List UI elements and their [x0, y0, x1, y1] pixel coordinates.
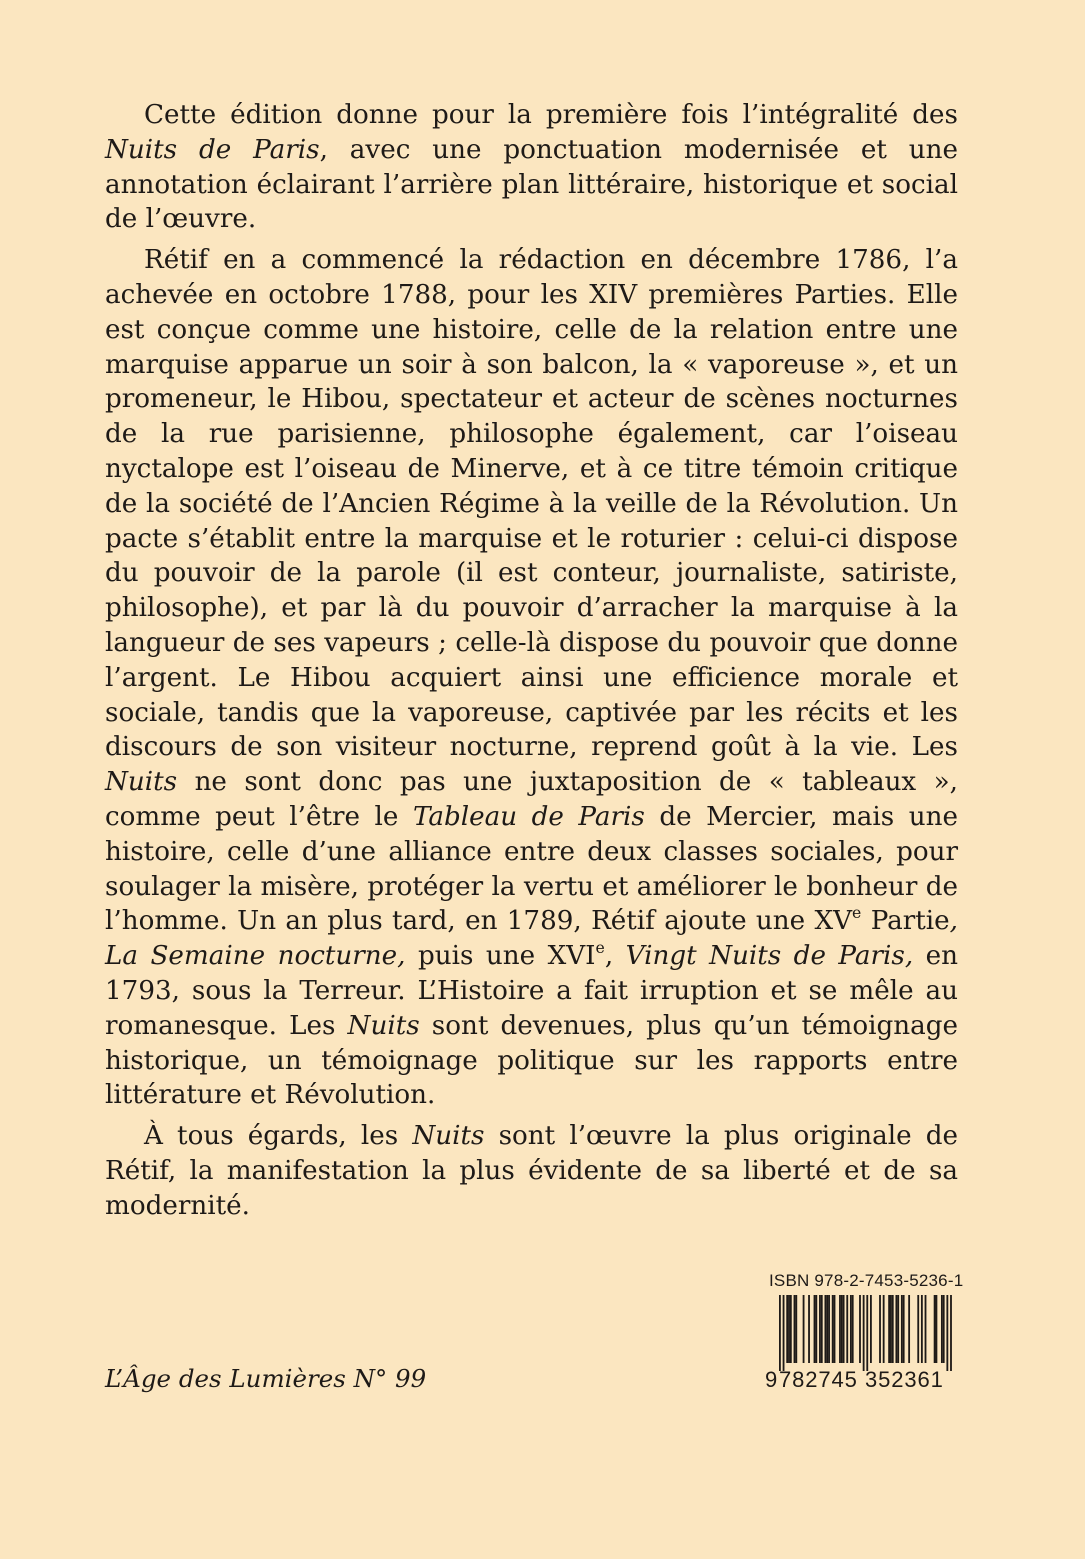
barcode-bar [895, 1295, 897, 1363]
barcode-bar [803, 1295, 805, 1363]
title-nuits-de-paris: Nuits de Paris [105, 134, 320, 165]
barcode-bar [779, 1295, 781, 1371]
barcode-bar [786, 1295, 788, 1363]
barcode-bar [826, 1295, 828, 1363]
title-semaine-nocturne: , La Semaine nocturne, [105, 906, 958, 972]
barcode-bar [936, 1295, 938, 1363]
isbn-label: ISBN 978-2-7453-5236-1 [769, 1271, 964, 1290]
barcode-bar [903, 1295, 905, 1363]
barcode-bar [814, 1295, 816, 1363]
title-tableau-de-paris: Tableau de Paris [412, 801, 645, 832]
barcode-bar [925, 1295, 927, 1363]
title-nuits: Nuits [412, 1121, 485, 1152]
barcode-bar [828, 1295, 830, 1363]
barcode-bar [934, 1295, 936, 1363]
barcode-bar [946, 1295, 948, 1371]
series-label: L’Âge des Lumières N° 99 [105, 1364, 427, 1393]
barcode-bar [850, 1295, 852, 1363]
barcode-bar [834, 1295, 836, 1363]
barcode-bar [901, 1295, 903, 1363]
barcode-bar [879, 1295, 881, 1363]
barcode-digit-first: 9 [765, 1367, 778, 1392]
barcode-bar [917, 1295, 919, 1363]
text-run: sont devenues, plus qu’un témoignage historique, un témoignage politique sur les rapports entre littérature et Révolution. [105, 1010, 959, 1111]
blurb-text [105, 98, 958, 1230]
isbn-barcode [765, 1271, 964, 1393]
title-nuits: Nuits [347, 1010, 420, 1041]
text-run: puis une XVI [405, 941, 596, 972]
barcode-bar [795, 1295, 797, 1363]
barcode-bar [788, 1295, 790, 1363]
barcode-bar [883, 1295, 885, 1363]
barcode-bar [832, 1295, 834, 1363]
barcode-bar [870, 1295, 872, 1363]
title-nuits: Nuits [105, 767, 178, 798]
barcode-bar [843, 1295, 845, 1363]
blurb-paragraph-3 [105, 1119, 958, 1223]
barcode-bar [921, 1295, 923, 1363]
title-vingt-nuits-de-paris: Vingt Nuits de Paris, [625, 941, 914, 972]
barcode-bar [790, 1295, 792, 1363]
barcode-bar [815, 1295, 817, 1363]
barcode-bar [897, 1295, 899, 1363]
barcode-bar [783, 1295, 785, 1371]
text-run: , avec une ponctuation modernisée et une annotation éclairant l’arrière plan littéraire, historique et social de l’œuvre. [105, 134, 958, 235]
text-run: de Mercier, mais une histoire, celle d’une alliance entre deux classes sociales, pour soulager la misère, protéger la vertu et améliorer le bonheur de l’homme. Un an plus tard, en 1789, Rétif ajoute une XV [105, 801, 958, 937]
barcode-bar [808, 1295, 810, 1363]
text-run: À tous égards, les [144, 1121, 413, 1152]
blurb-paragraph-1 [105, 98, 958, 237]
text-run: Rétif en a commencé la rédaction en décembre 1786, l’a achevée en octobre 1788, pour les XIV premières Parties. Elle est conçue comme une histoire, celle de la relation entre une marquise apparue un soir à son balcon, la « vaporeuse », et un promeneur, le Hibou, spectateur et acteur de scènes nocturnes de la rue parisienne, philosophe également, car l’oiseau nyctalope est l’oiseau de Minerve, et à ce titre témoin critique de la société de l’Ancien Régime à la veille de la Révolution. Un pacte s’établit entre la marquise et le roturier : celui-ci dispose du pouvoir de la parole (il est conteur, journaliste, satiriste, philosophe), et par là du pouvoir d’arracher la marquise à la langueur de ses vapeurs ; celle-là dispose du pouvoir que donne l’argent. Le Hibou acquiert ainsi une efficience morale et sociale, tandis que la vaporeuse, captivée par les récits et les discours de son visiteur nocturne, reprend goût à la vie. Les [105, 245, 958, 763]
barcode-bar [819, 1295, 821, 1363]
barcode-digits-left: 782745 [779, 1367, 858, 1392]
blurb-paragraph-2 [105, 243, 958, 1113]
barcode-bar [841, 1295, 843, 1363]
barcode-bar [892, 1295, 894, 1363]
barcode-bar [794, 1295, 796, 1363]
barcode-bar [839, 1295, 841, 1363]
barcode-bar [941, 1295, 943, 1363]
text-run: , [604, 941, 626, 972]
barcode-bar [890, 1295, 892, 1363]
barcode-bar [866, 1295, 868, 1371]
barcode-bar [846, 1295, 848, 1363]
text-run: Partie [861, 906, 950, 937]
ordinal-superscript: e [852, 903, 862, 923]
barcode-bar [950, 1295, 952, 1371]
text-run: Cette édition donne pour la première fois l’intégralité des [144, 100, 958, 130]
ordinal-superscript: e [595, 938, 605, 958]
text-run: en 1793, sous la Terreur. L’Histoire a fait irruption et se mêle au romanesque. Les [105, 941, 958, 1041]
barcode-bars [765, 1295, 955, 1371]
barcode-bar [821, 1295, 823, 1363]
barcode-bar [863, 1295, 865, 1371]
barcode-bar [943, 1295, 945, 1363]
barcode-bar [859, 1295, 861, 1363]
barcode-bar [852, 1295, 854, 1363]
text-run: sont l’œuvre la plus originale de Rétif, la manifestation la plus évidente de sa liberté et de sa modernité. [105, 1121, 958, 1221]
barcode-digits-right: 352361 [865, 1367, 944, 1392]
text-run: ne sont donc pas une juxtaposition de « tableaux », comme peut l’être le [105, 767, 958, 832]
barcode-bar [825, 1295, 827, 1363]
barcode-bar [888, 1295, 890, 1363]
barcode-bar [908, 1295, 910, 1363]
